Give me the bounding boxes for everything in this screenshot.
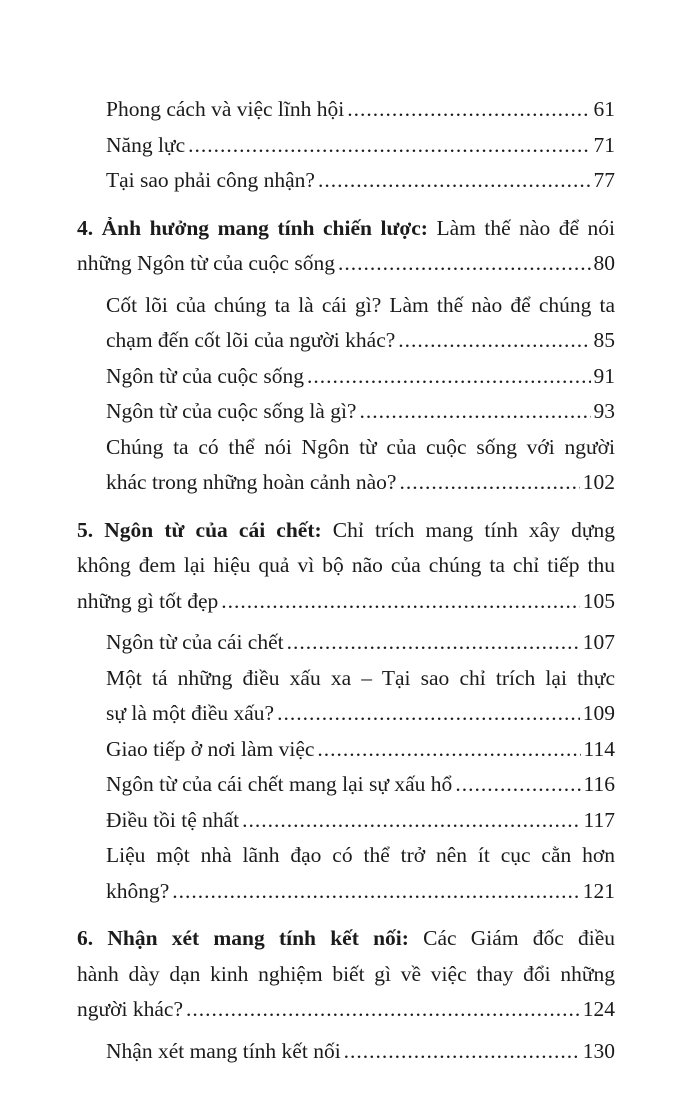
toc-page-number: 117 [583, 807, 615, 832]
chapter-subtitle: hành dày dạn kinh nghiệm biết gì về việc thay đổi những [77, 961, 615, 986]
dot-leader [344, 1034, 580, 1070]
toc-entry[interactable] [77, 732, 615, 768]
toc-entry-title: Điều tồi tệ nhất [106, 807, 240, 832]
toc-page-number: 77 [593, 168, 615, 192]
chapter-subtitle: Các Giám đốc điều [423, 926, 616, 950]
dot-leader [277, 696, 580, 732]
dot-leader [186, 992, 580, 1028]
toc-entry[interactable] [77, 288, 615, 359]
toc-page-number: 107 [582, 630, 615, 654]
toc-chapter-line [77, 211, 615, 247]
dot-leader [188, 128, 590, 164]
toc-entry-title: khác trong những hoàn cảnh nào? [106, 470, 397, 494]
toc-chapter-line [77, 246, 615, 282]
toc-entry-title: Ngôn từ của cuộc sống là gì? [106, 399, 357, 423]
chapter-subtitle: không đem lại hiệu quả vì bộ não của chúng ta chỉ tiếp thu [77, 553, 615, 577]
toc-chapter-6[interactable] [77, 921, 615, 1028]
toc-page-number: 102 [582, 470, 615, 494]
toc-entry-title: Ngôn từ của cái chết mang lại sự xấu hổ [106, 772, 453, 796]
toc-page-number: 80 [593, 251, 615, 275]
table-of-contents [77, 92, 615, 1069]
toc-entry[interactable] [77, 1034, 615, 1070]
chapter-heading: 6. Nhận xét mang tính kết nối: [77, 926, 409, 950]
toc-page-number: 116 [583, 772, 615, 796]
toc-entry-title: Nhận xét mang tính kết nối [106, 1038, 341, 1063]
dot-leader [455, 767, 580, 803]
toc-entry-title: Chúng ta có thể nói Ngôn từ của cuộc sống với người [106, 434, 615, 459]
toc-entry[interactable] [77, 767, 615, 803]
dot-leader [318, 163, 591, 199]
toc-chapter-line [77, 548, 615, 584]
chapter-heading: 5. Ngôn từ của cái chết: [77, 517, 322, 542]
toc-entry[interactable] [77, 92, 615, 128]
toc-entry[interactable] [77, 163, 615, 199]
chapter-subtitle: người khác? [77, 997, 183, 1021]
toc-chapter-line [77, 584, 615, 620]
toc-entry[interactable] [77, 394, 615, 430]
toc-chapter-line [77, 513, 615, 549]
toc-chapter-line [77, 921, 615, 957]
toc-entry[interactable] [77, 661, 615, 732]
toc-page-number: 105 [582, 588, 615, 613]
toc-page-number: 91 [593, 363, 615, 388]
toc-entry[interactable] [77, 359, 615, 395]
toc-entry-title: không? [106, 878, 170, 903]
toc-entry[interactable] [77, 625, 615, 661]
toc-page-number: 124 [582, 997, 615, 1021]
toc-entry-title: Ngôn từ của cái chết [106, 630, 284, 654]
toc-page-number: 93 [593, 399, 615, 423]
dot-leader [317, 732, 580, 768]
toc-entry[interactable] [77, 803, 615, 839]
dot-leader [398, 323, 590, 359]
toc-chapter-line [77, 957, 615, 993]
toc-page-number: 130 [582, 1038, 615, 1063]
toc-entry-title: Ngôn từ của cuộc sống [106, 363, 304, 388]
toc-entry-title: Liệu một nhà lãnh đạo có thể trở nên ít cục cằn hơn [106, 843, 615, 867]
toc-chapter-4[interactable] [77, 211, 615, 282]
dot-leader [338, 246, 591, 282]
toc-entry[interactable] [77, 430, 615, 501]
toc-entry-title: Một tá những điều xấu xa – Tại sao chỉ trích lại thực [106, 665, 615, 690]
chapter-heading: 4. Ảnh hưởng mang tính chiến lược: [77, 215, 428, 240]
toc-page-number: 71 [593, 132, 615, 157]
toc-page-number: 114 [583, 736, 615, 761]
toc-chapter-line [77, 992, 615, 1028]
toc-chapter-5[interactable] [77, 513, 615, 620]
toc-entry-title: Phong cách và việc lĩnh hội [106, 97, 345, 121]
toc-entry-title: Tại sao phải công nhận? [106, 168, 315, 192]
toc-page-number: 121 [582, 878, 615, 903]
chapter-subtitle: những Ngôn từ của cuộc sống [77, 251, 335, 275]
toc-entry-title: Cốt lõi của chúng ta là cái gì? Làm thế nào để chúng ta [106, 292, 615, 317]
dot-leader [172, 874, 579, 910]
toc-page-number: 109 [582, 701, 615, 725]
toc-entry-title: Giao tiếp ở nơi làm việc [106, 736, 315, 761]
dot-leader [347, 92, 590, 128]
toc-entry[interactable] [77, 128, 615, 164]
chapter-subtitle: Làm thế nào để nói [436, 215, 615, 240]
chapter-subtitle: Chỉ trích mang tính xây dựng [332, 517, 615, 542]
toc-entry-title: chạm đến cốt lõi của người khác? [106, 328, 396, 352]
dot-leader [307, 359, 591, 395]
chapter-subtitle: những gì tốt đẹp [77, 588, 219, 613]
dot-leader [287, 625, 580, 661]
dot-leader [221, 584, 580, 620]
toc-entry-title: sự là một điều xấu? [106, 701, 275, 725]
dot-leader [242, 803, 580, 839]
dot-leader [359, 394, 590, 430]
dot-leader [399, 465, 579, 501]
toc-page-number: 61 [593, 97, 615, 121]
toc-page-number: 85 [593, 328, 615, 352]
toc-entry[interactable] [77, 838, 615, 909]
toc-entry-title: Năng lực [106, 132, 186, 157]
